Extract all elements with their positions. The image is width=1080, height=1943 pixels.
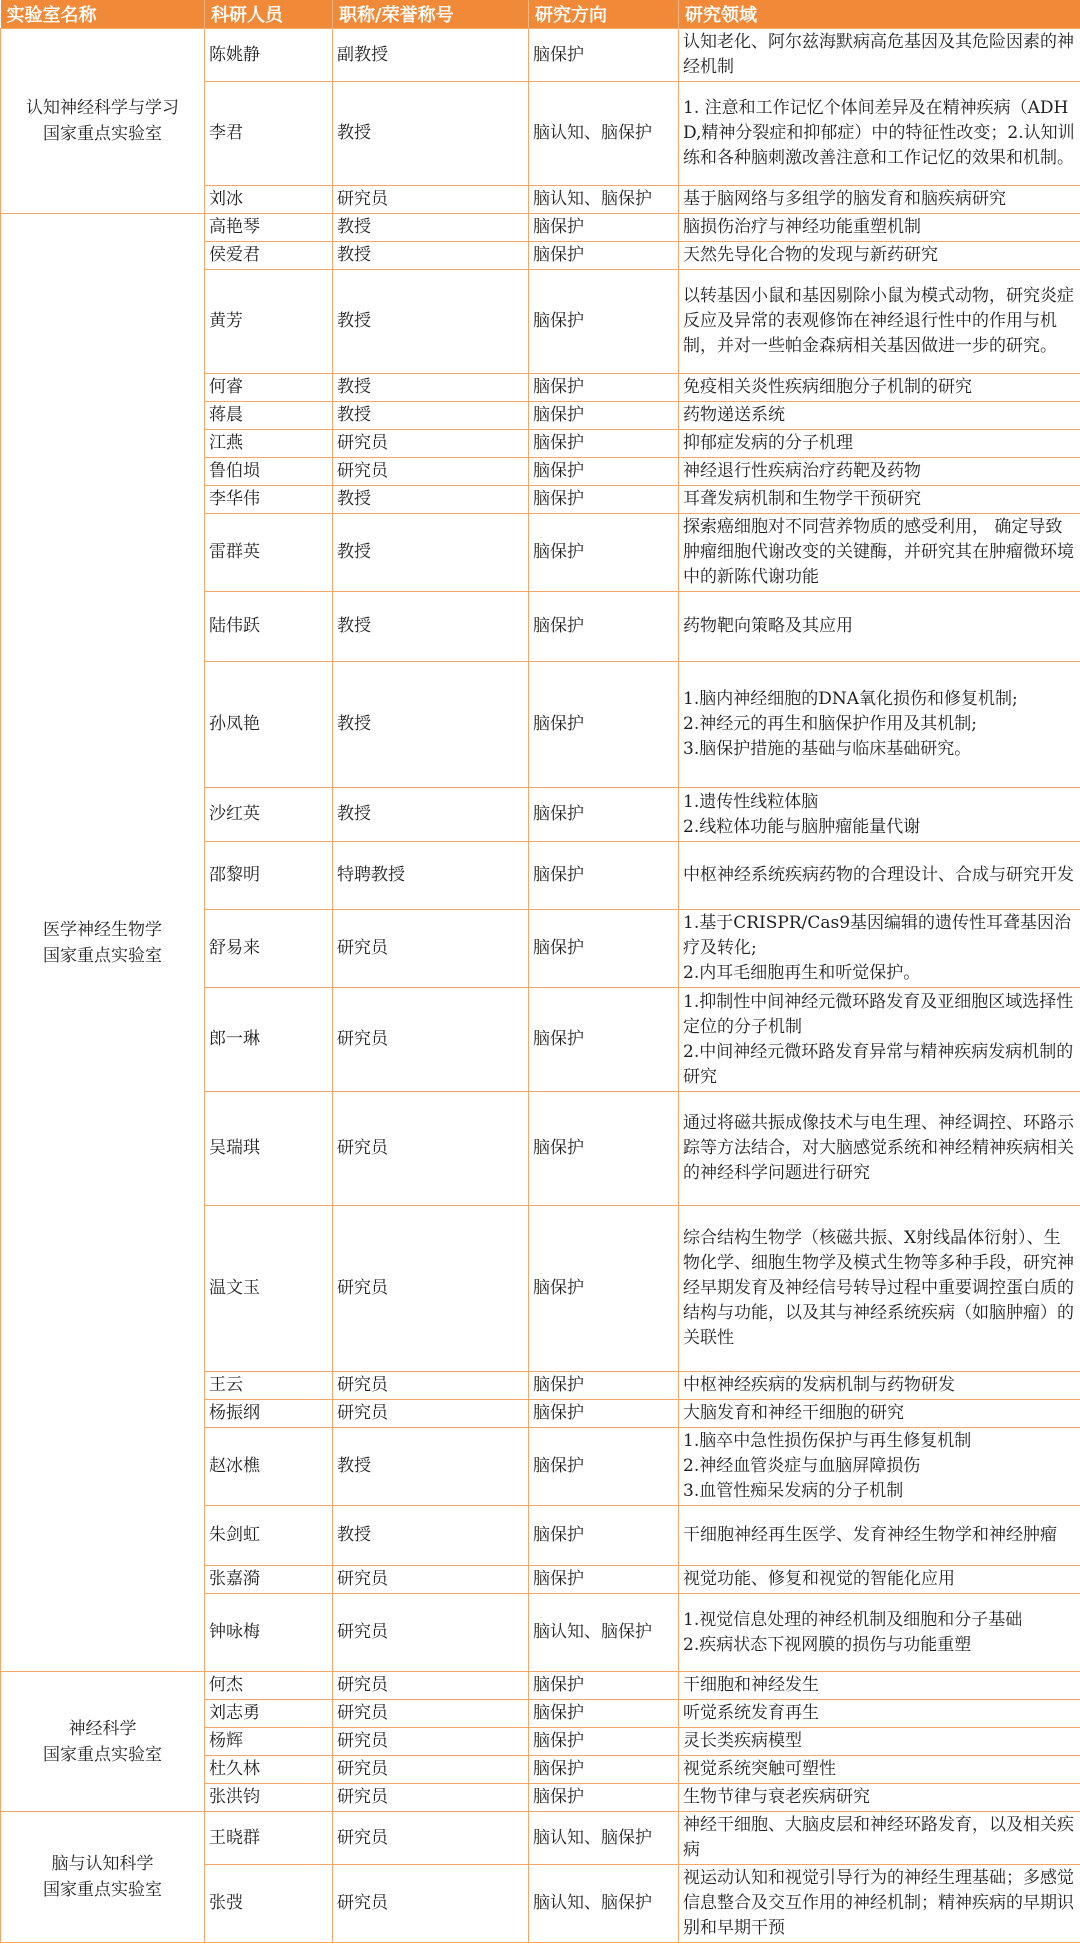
title-cell: 教授 xyxy=(333,374,529,402)
direction-cell: 脑保护 xyxy=(529,1428,679,1506)
direction-cell: 脑保护 xyxy=(529,1372,679,1400)
direction-cell: 脑保护 xyxy=(529,214,679,242)
direction-cell: 脑保护 xyxy=(529,1784,679,1812)
field-cell: 探索癌细胞对不同营养物质的感受利用， 确定导致肿瘤细胞代谢改变的关键酶，并研究其在肿瘤微环境中的新陈代谢功能 xyxy=(679,514,1080,592)
field-cell: 干细胞神经再生医学、发育神经生物学和神经肿瘤 xyxy=(679,1506,1080,1566)
title-cell: 研究员 xyxy=(333,1092,529,1206)
researcher-name-cell: 刘志勇 xyxy=(205,1700,333,1728)
title-cell: 教授 xyxy=(333,1428,529,1506)
title-cell: 研究员 xyxy=(333,1594,529,1672)
title-cell: 教授 xyxy=(333,270,529,374)
direction-cell: 脑保护 xyxy=(529,988,679,1092)
field-cell: 神经干细胞、大脑皮层和神经环路发育，以及相关疾病 xyxy=(679,1812,1080,1865)
researcher-name-cell: 雷群英 xyxy=(205,514,333,592)
field-cell: 抑郁症发病的分子机理 xyxy=(679,430,1080,458)
header-row xyxy=(1,0,1080,29)
title-cell: 研究员 xyxy=(333,1672,529,1700)
researcher-name-cell: 张嘉漪 xyxy=(205,1566,333,1594)
title-cell: 研究员 xyxy=(333,1400,529,1428)
direction-cell: 脑保护 xyxy=(529,1566,679,1594)
title-cell: 副教授 xyxy=(333,29,529,82)
header-field: 研究领域 xyxy=(679,0,1080,29)
researcher-name-cell: 李君 xyxy=(205,82,333,186)
researcher-name-cell: 何杰 xyxy=(205,1672,333,1700)
field-cell: 药物靶向策略及其应用 xyxy=(679,592,1080,662)
researcher-name-cell: 沙红英 xyxy=(205,788,333,842)
field-cell: 大脑发育和神经干细胞的研究 xyxy=(679,1400,1080,1428)
researcher-name-cell: 侯爱君 xyxy=(205,242,333,270)
title-cell: 特聘教授 xyxy=(333,842,529,910)
researcher-name-cell: 李华伟 xyxy=(205,486,333,514)
title-cell: 教授 xyxy=(333,402,529,430)
researcher-name-cell: 钟咏梅 xyxy=(205,1594,333,1672)
direction-cell: 脑保护 xyxy=(529,374,679,402)
field-cell: 免疫相关炎性疾病细胞分子机制的研究 xyxy=(679,374,1080,402)
title-cell: 研究员 xyxy=(333,1865,529,1943)
researcher-name-cell: 王晓群 xyxy=(205,1812,333,1865)
field-cell: 1.遗传性线粒体脑 2.线粒体功能与脑肿瘤能量代谢 xyxy=(679,788,1080,842)
field-cell: 1.脑内神经细胞的DNA氧化损伤和修复机制; 2.神经元的再生和脑保护作用及其机制; 3.脑保护措施的基础与临床基础研究。 xyxy=(679,662,1080,788)
field-cell: 1. 注意和工作记忆个体间差异及在精神疾病（ADHD,精神分裂症和抑郁症）中的特征性改变；2.认知训练和各种脑刺激改善注意和工作记忆的效果和机制。 xyxy=(679,82,1080,186)
researcher-name-cell: 孙凤艳 xyxy=(205,662,333,788)
researcher-name-cell: 张洪钧 xyxy=(205,1784,333,1812)
researcher-name-cell: 赵冰樵 xyxy=(205,1428,333,1506)
direction-cell: 脑保护 xyxy=(529,1092,679,1206)
direction-cell: 脑认知、脑保护 xyxy=(529,1865,679,1943)
title-cell: 教授 xyxy=(333,788,529,842)
direction-cell: 脑认知、脑保护 xyxy=(529,1594,679,1672)
field-cell: 耳聋发病机制和生物学干预研究 xyxy=(679,486,1080,514)
direction-cell: 脑保护 xyxy=(529,1506,679,1566)
direction-cell: 脑保护 xyxy=(529,430,679,458)
field-cell: 视运动认知和视觉引导行为的神经生理基础；多感觉信息整合及交互作用的神经机制；精神疾病的早期识别和早期干预 xyxy=(679,1865,1080,1943)
field-cell: 神经退行性疾病治疗药靶及药物 xyxy=(679,458,1080,486)
table-body xyxy=(1,29,1080,1943)
field-cell: 天然先导化合物的发现与新药研究 xyxy=(679,242,1080,270)
title-cell: 研究员 xyxy=(333,458,529,486)
direction-cell: 脑保护 xyxy=(529,1700,679,1728)
field-cell: 听觉系统发育再生 xyxy=(679,1700,1080,1728)
field-cell: 干细胞和神经发生 xyxy=(679,1672,1080,1700)
title-cell: 研究员 xyxy=(333,1566,529,1594)
title-cell: 教授 xyxy=(333,1506,529,1566)
direction-cell: 脑保护 xyxy=(529,592,679,662)
researcher-name-cell: 舒易来 xyxy=(205,910,333,988)
researcher-name-cell: 王云 xyxy=(205,1372,333,1400)
direction-cell: 脑保护 xyxy=(529,29,679,82)
direction-cell: 脑保护 xyxy=(529,486,679,514)
field-cell: 视觉系统突触可塑性 xyxy=(679,1756,1080,1784)
title-cell: 研究员 xyxy=(333,186,529,214)
lab-name-cell: 医学神经生物学 国家重点实验室 xyxy=(1,214,205,1672)
field-cell: 1.脑卒中急性损伤保护与再生修复机制 2.神经血管炎症与血脑屏障损伤 3.血管性痴呆发病的分子机制 xyxy=(679,1428,1080,1506)
direction-cell: 脑保护 xyxy=(529,910,679,988)
researcher-name-cell: 张弢 xyxy=(205,1865,333,1943)
direction-cell: 脑保护 xyxy=(529,842,679,910)
title-cell: 研究员 xyxy=(333,910,529,988)
direction-cell: 脑保护 xyxy=(529,1400,679,1428)
title-cell: 研究员 xyxy=(333,1812,529,1865)
researcher-name-cell: 鲁伯埙 xyxy=(205,458,333,486)
direction-cell: 脑保护 xyxy=(529,1206,679,1372)
direction-cell: 脑保护 xyxy=(529,458,679,486)
field-cell: 1.抑制性中间神经元微环路发育及亚细胞区域选择性定位的分子机制 2.中间神经元微环路发育异常与精神疾病发病机制的研究 xyxy=(679,988,1080,1092)
direction-cell: 脑保护 xyxy=(529,402,679,430)
field-cell: 1.基于CRISPR/Cas9基因编辑的遗传性耳聋基因治疗及转化; 2.内耳毛细胞再生和听觉保护。 xyxy=(679,910,1080,988)
direction-cell: 脑保护 xyxy=(529,1672,679,1700)
researcher-name-cell: 黄芳 xyxy=(205,270,333,374)
researcher-name-cell: 高艳琴 xyxy=(205,214,333,242)
title-cell: 教授 xyxy=(333,486,529,514)
title-cell: 研究员 xyxy=(333,430,529,458)
header-title: 职称/荣誉称号 xyxy=(333,0,529,29)
field-cell: 基于脑网络与多组学的脑发育和脑疾病研究 xyxy=(679,186,1080,214)
lab-name-cell: 神经科学 国家重点实验室 xyxy=(1,1672,205,1812)
lab-name-cell: 认知神经科学与学习 国家重点实验室 xyxy=(1,29,205,214)
title-cell: 研究员 xyxy=(333,988,529,1092)
table-row xyxy=(1,29,1080,82)
researcher-name-cell: 邵黎明 xyxy=(205,842,333,910)
researcher-name-cell: 何睿 xyxy=(205,374,333,402)
field-cell: 中枢神经疾病的发病机制与药物研发 xyxy=(679,1372,1080,1400)
researcher-name-cell: 陆伟跃 xyxy=(205,592,333,662)
title-cell: 教授 xyxy=(333,242,529,270)
title-cell: 教授 xyxy=(333,514,529,592)
field-cell: 认知老化、阿尔兹海默病高危基因及其危险因素的神经机制 xyxy=(679,29,1080,82)
header-researcher: 科研人员 xyxy=(205,0,333,29)
field-cell: 视觉功能、修复和视觉的智能化应用 xyxy=(679,1566,1080,1594)
researcher-name-cell: 朱剑虹 xyxy=(205,1506,333,1566)
title-cell: 教授 xyxy=(333,82,529,186)
header-direction: 研究方向 xyxy=(529,0,679,29)
title-cell: 研究员 xyxy=(333,1372,529,1400)
title-cell: 教授 xyxy=(333,592,529,662)
field-cell: 药物递送系统 xyxy=(679,402,1080,430)
researcher-name-cell: 杨振纲 xyxy=(205,1400,333,1428)
direction-cell: 脑认知、脑保护 xyxy=(529,82,679,186)
direction-cell: 脑认知、脑保护 xyxy=(529,1812,679,1865)
title-cell: 研究员 xyxy=(333,1206,529,1372)
researcher-name-cell: 杨辉 xyxy=(205,1728,333,1756)
researcher-name-cell: 蒋晨 xyxy=(205,402,333,430)
title-cell: 教授 xyxy=(333,214,529,242)
title-cell: 研究员 xyxy=(333,1784,529,1812)
title-cell: 教授 xyxy=(333,662,529,788)
researcher-name-cell: 吴瑞琪 xyxy=(205,1092,333,1206)
direction-cell: 脑保护 xyxy=(529,514,679,592)
lab-name-cell: 脑与认知科学 国家重点实验室 xyxy=(1,1812,205,1943)
header-lab-name: 实验室名称 xyxy=(1,0,205,29)
field-cell: 以转基因小鼠和基因剔除小鼠为模式动物，研究炎症反应及异常的表观修饰在神经退行性中的作用与机制，并对一些帕金森病相关基因做进一步的研究。 xyxy=(679,270,1080,374)
field-cell: 综合结构生物学（核磁共振、X射线晶体衍射）、生物化学、细胞生物学及模式生物等多种手段，研究神经早期发育及神经信号转导过程中重要调控蛋白质的结构与功能，以及其与神经系统疾病（如脑肿瘤）的关联性 xyxy=(679,1206,1080,1372)
direction-cell: 脑保护 xyxy=(529,1756,679,1784)
direction-cell: 脑保护 xyxy=(529,662,679,788)
title-cell: 研究员 xyxy=(333,1728,529,1756)
table-row xyxy=(1,214,1080,242)
title-cell: 研究员 xyxy=(333,1756,529,1784)
table-row xyxy=(1,1812,1080,1865)
researcher-name-cell: 江燕 xyxy=(205,430,333,458)
researcher-name-cell: 陈姚静 xyxy=(205,29,333,82)
field-cell: 1.视觉信息处理的神经机制及细胞和分子基础 2.疾病状态下视网膜的损伤与功能重塑 xyxy=(679,1594,1080,1672)
field-cell: 灵长类疾病模型 xyxy=(679,1728,1080,1756)
researcher-name-cell: 温文玉 xyxy=(205,1206,333,1372)
field-cell: 中枢神经系统疾病药物的合理设计、合成与研究开发 xyxy=(679,842,1080,910)
direction-cell: 脑保护 xyxy=(529,1728,679,1756)
direction-cell: 脑认知、脑保护 xyxy=(529,186,679,214)
researcher-name-cell: 郎一琳 xyxy=(205,988,333,1092)
field-cell: 脑损伤治疗与神经功能重塑机制 xyxy=(679,214,1080,242)
direction-cell: 脑保护 xyxy=(529,788,679,842)
direction-cell: 脑保护 xyxy=(529,242,679,270)
field-cell: 生物节律与衰老疾病研究 xyxy=(679,1784,1080,1812)
field-cell: 通过将磁共振成像技术与电生理、神经调控、环路示踪等方法结合，对大脑感觉系统和神经精神疾病相关的神经科学问题进行研究 xyxy=(679,1092,1080,1206)
direction-cell: 脑保护 xyxy=(529,270,679,374)
table-row xyxy=(1,1672,1080,1700)
researcher-name-cell: 刘冰 xyxy=(205,186,333,214)
title-cell: 研究员 xyxy=(333,1700,529,1728)
researcher-name-cell: 杜久林 xyxy=(205,1756,333,1784)
